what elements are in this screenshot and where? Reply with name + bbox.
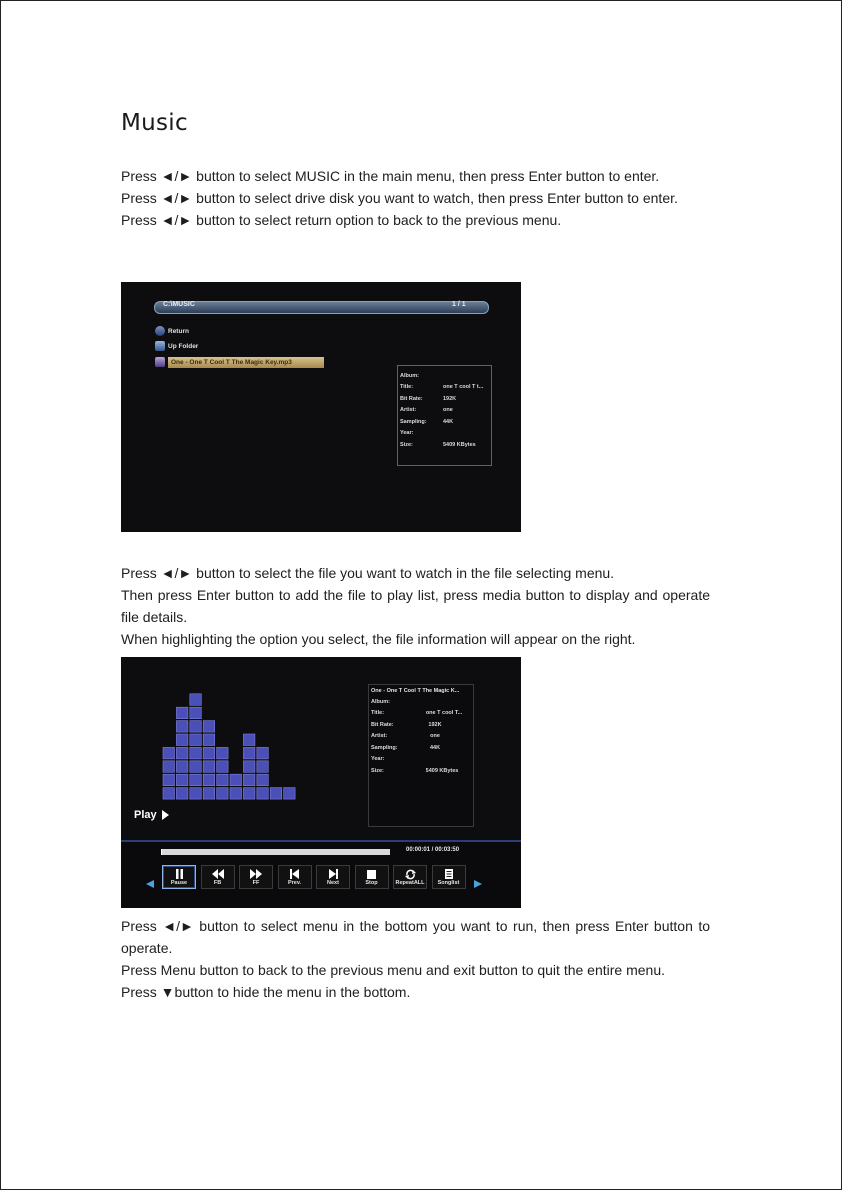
file-browser-screenshot bbox=[121, 282, 521, 532]
equalizer-block bbox=[203, 788, 215, 800]
page-indicator: 1 / 1 bbox=[452, 301, 466, 308]
equalizer-block bbox=[284, 788, 296, 800]
equalizer-block bbox=[230, 774, 242, 786]
stop-icon bbox=[367, 868, 376, 880]
equalizer-block bbox=[176, 761, 188, 773]
equalizer-block bbox=[203, 747, 215, 759]
equalizer-block bbox=[243, 774, 255, 786]
info-row-artist: Artist: one bbox=[371, 733, 440, 740]
intro-line-1: Press ◄/► button to select MUSIC in the main menu, then press Enter button to enter. bbox=[121, 168, 660, 184]
scroll-left-icon[interactable] bbox=[146, 880, 154, 888]
intro-line-3: Press ◄/► button to select return option to back to the previous menu. bbox=[121, 212, 562, 228]
songlist-button[interactable]: Songlist bbox=[432, 865, 466, 889]
outro-line-3: Press ▼button to hide the menu in the bottom. bbox=[121, 984, 411, 1000]
progress-fill bbox=[161, 849, 162, 855]
progress-bar[interactable] bbox=[161, 849, 390, 855]
equalizer-block bbox=[203, 761, 215, 773]
info-row-size: Size: 5409 KBytes bbox=[400, 441, 476, 448]
info-row-year: Year: bbox=[371, 756, 385, 763]
stop-button[interactable]: Stop bbox=[355, 865, 389, 889]
equalizer-block bbox=[176, 788, 188, 800]
middle-line-1: Press ◄/► button to select the file you want to watch in the file selecting menu. bbox=[121, 565, 615, 581]
equalizer-block bbox=[203, 734, 215, 746]
middle-line-3: When highlighting the option you select, the file information will appear on the right. bbox=[121, 631, 636, 647]
intro-line-2: Press ◄/► button to select drive disk you want to watch, then press Enter button to enter. bbox=[121, 190, 678, 206]
path-label: C:\MUSIC bbox=[163, 301, 195, 308]
browser-item-label: One - One T Cool T The Magic Key.mp3 bbox=[168, 357, 324, 368]
skip-next-icon bbox=[329, 868, 338, 880]
pause-icon bbox=[175, 868, 184, 880]
intro-paragraph bbox=[121, 165, 710, 231]
control-bar bbox=[121, 842, 521, 908]
equalizer-block bbox=[257, 774, 269, 786]
equalizer-block bbox=[176, 734, 188, 746]
equalizer-block bbox=[190, 694, 202, 706]
equalizer-block bbox=[243, 747, 255, 759]
previous-button[interactable]: Prev. bbox=[278, 865, 312, 889]
equalizer-block bbox=[217, 761, 229, 773]
equalizer-block bbox=[217, 788, 229, 800]
equalizer-block bbox=[243, 734, 255, 746]
equalizer-block bbox=[163, 788, 175, 800]
info-row-artist: Artist: one bbox=[400, 407, 453, 414]
time-readout: 00:00:01 / 00:03:50 bbox=[406, 847, 460, 853]
equalizer-block bbox=[257, 761, 269, 773]
info-row-year: Year: bbox=[400, 430, 414, 437]
equalizer-block bbox=[203, 721, 215, 733]
equalizer-block bbox=[163, 747, 175, 759]
next-button[interactable]: Next bbox=[316, 865, 350, 889]
equalizer-block bbox=[190, 788, 202, 800]
equalizer-block bbox=[257, 788, 269, 800]
equalizer-block bbox=[217, 774, 229, 786]
info-row-album: Album: bbox=[371, 698, 390, 705]
browser-item-return[interactable] bbox=[155, 325, 189, 337]
equalizer-block bbox=[163, 761, 175, 773]
fast-forward-icon bbox=[250, 868, 262, 880]
equalizer-block bbox=[230, 788, 242, 800]
middle-paragraph bbox=[121, 562, 710, 650]
browser-item-label: Return bbox=[168, 327, 189, 335]
fast-forward-button[interactable]: FF bbox=[239, 865, 273, 889]
browser-item-up-folder[interactable] bbox=[155, 340, 198, 352]
info-row-bitrate: Bit Rate: 192K bbox=[400, 395, 457, 402]
equalizer-block bbox=[190, 774, 202, 786]
player-file-title: One - One T Cool T The Magic K... bbox=[371, 688, 460, 694]
equalizer-block bbox=[176, 774, 188, 786]
equalizer-block bbox=[163, 774, 175, 786]
pause-button[interactable]: Pause bbox=[162, 865, 196, 889]
page-title: Music bbox=[121, 110, 188, 136]
fast-backward-button[interactable]: FB bbox=[201, 865, 235, 889]
info-row-sampling: Sampling: 44K bbox=[371, 744, 441, 751]
outro-line-1: Press ◄/► button to select menu in the bottom you want to run, then press Enter button to operate. bbox=[121, 918, 710, 956]
return-icon bbox=[155, 326, 165, 336]
info-row-album: Album: bbox=[400, 372, 419, 379]
play-status-label: Play bbox=[134, 809, 157, 821]
skip-previous-icon bbox=[290, 868, 299, 880]
equalizer-block bbox=[190, 734, 202, 746]
scroll-right-icon[interactable] bbox=[474, 880, 482, 888]
equalizer-block bbox=[176, 747, 188, 759]
rewind-icon bbox=[212, 868, 224, 880]
outro-line-2: Press Menu button to back to the previous menu and exit button to quit the entire menu. bbox=[121, 962, 665, 978]
browser-item-file[interactable] bbox=[155, 356, 324, 368]
music-file-icon bbox=[155, 357, 165, 367]
middle-line-2: Then press Enter button to add the file to play list, press media button to display and operate file details. bbox=[121, 587, 710, 625]
equalizer-block bbox=[190, 707, 202, 719]
info-row-sampling: Sampling: 44K bbox=[400, 418, 454, 425]
info-row-title: Title: one T cool T... bbox=[371, 710, 463, 717]
folder-icon bbox=[155, 341, 165, 351]
browser-item-label: Up Folder bbox=[168, 342, 199, 350]
control-buttons bbox=[162, 865, 470, 889]
info-row-size: Size: 5409 KBytes bbox=[371, 767, 459, 774]
equalizer-block bbox=[217, 747, 229, 759]
equalizer-block bbox=[270, 788, 282, 800]
info-row-title: Title: one T cool T t... bbox=[400, 384, 484, 391]
equalizer-block bbox=[257, 747, 269, 759]
equalizer-block bbox=[190, 721, 202, 733]
path-bar bbox=[154, 301, 489, 314]
music-player-screenshot bbox=[121, 657, 521, 908]
file-info-panel bbox=[397, 365, 492, 466]
equalizer-block bbox=[243, 761, 255, 773]
outro-paragraph bbox=[121, 915, 710, 1003]
equalizer-block bbox=[176, 707, 188, 719]
equalizer-block bbox=[203, 774, 215, 786]
equalizer-block bbox=[243, 788, 255, 800]
repeat-all-button[interactable]: RepeatALL bbox=[393, 865, 427, 889]
player-info-panel bbox=[368, 684, 474, 827]
list-icon bbox=[445, 868, 453, 880]
play-icon bbox=[162, 810, 169, 820]
equalizer-block bbox=[190, 747, 202, 759]
repeat-icon bbox=[405, 868, 416, 880]
info-row-bitrate: Bit Rate: 192K bbox=[371, 721, 442, 728]
equalizer-block bbox=[176, 721, 188, 733]
play-status bbox=[134, 809, 169, 821]
equalizer-block bbox=[190, 761, 202, 773]
